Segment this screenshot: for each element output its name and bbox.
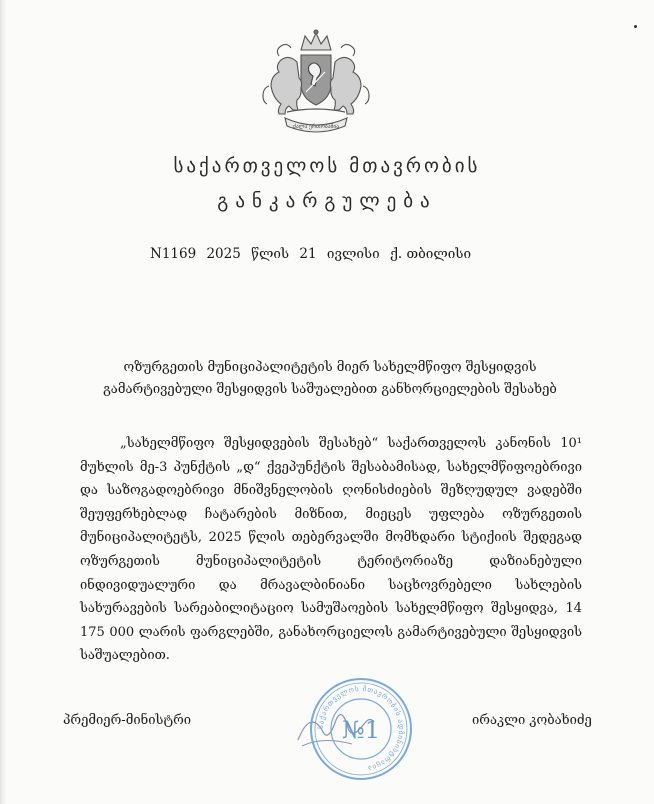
decree-number: N1169: [150, 246, 197, 262]
decree-subject: ოზურგეთის მუნიციპალიტეტის მიერ სახელმწიფო შესყიდვის გამარტივებული შესყიდვის საშუალებით განხორციელების შესახებ: [103, 360, 557, 397]
signatory-name: ირაკლი კობახიძე: [472, 713, 592, 728]
decree-city: ქ. თბილისი: [389, 246, 472, 262]
emblem-motto: ძალა ერთობაშია: [292, 124, 340, 130]
decree-month: ივლისი: [326, 246, 380, 262]
coat-of-arms-icon: [257, 28, 375, 138]
decree-body: [80, 432, 582, 668]
official-stamp: [306, 674, 416, 784]
decree-number-date-line: [150, 246, 477, 262]
decree-body-paragraph: „სახელმწიფო შესყიდვების შესახებ“ საქართველოს კანონის 10¹ მუხლის მე-3 პუნქტის „დ“ ქვეპუნქტის შესაბამისად, სახელმწიფოებრივი და საზოგადოებრივი მნიშვნელობის ღონისძიების შეზღუდულ ვადებში შეუფერხებლად ჩატარების მიზნით, მიეცეს უფლება ოზურგეთის მუნიციპალიტეტს, 2025 წლის თებერვალში მომხდარი სტიქიის შედეგად ოზურგეთის მუნიციპალიტეტის ტერიტორიაზე დაზიანებული ინდივიდუალური და მრავალბინიანი საცხოვრებელი სახლების სახურავების სარეაბილიტაციო სამუშაოების სახელმწიფო შესყიდვა, 14 175 000 ლარის ფარგლებში, განახორციელოს გამარტივებული შესყიდვის საშუალებით.: [80, 436, 582, 664]
scan-edge: [0, 0, 6, 804]
document-type-title: განკარგულება: [217, 190, 437, 212]
document-issuer-title: საქართველოს მთავრობის: [173, 155, 481, 177]
decree-year-word: წლის: [251, 246, 290, 262]
decree-day: 21: [299, 246, 317, 262]
decree-year: 2025: [206, 246, 241, 262]
stamp-number: №1: [342, 716, 380, 744]
signatory-title: პრემიერ-მინისტრი: [63, 713, 192, 728]
stamp-ring-text: საქართველოს მთავრობის ადმინისტრაცია: [316, 684, 406, 773]
scan-speck: [634, 25, 637, 28]
